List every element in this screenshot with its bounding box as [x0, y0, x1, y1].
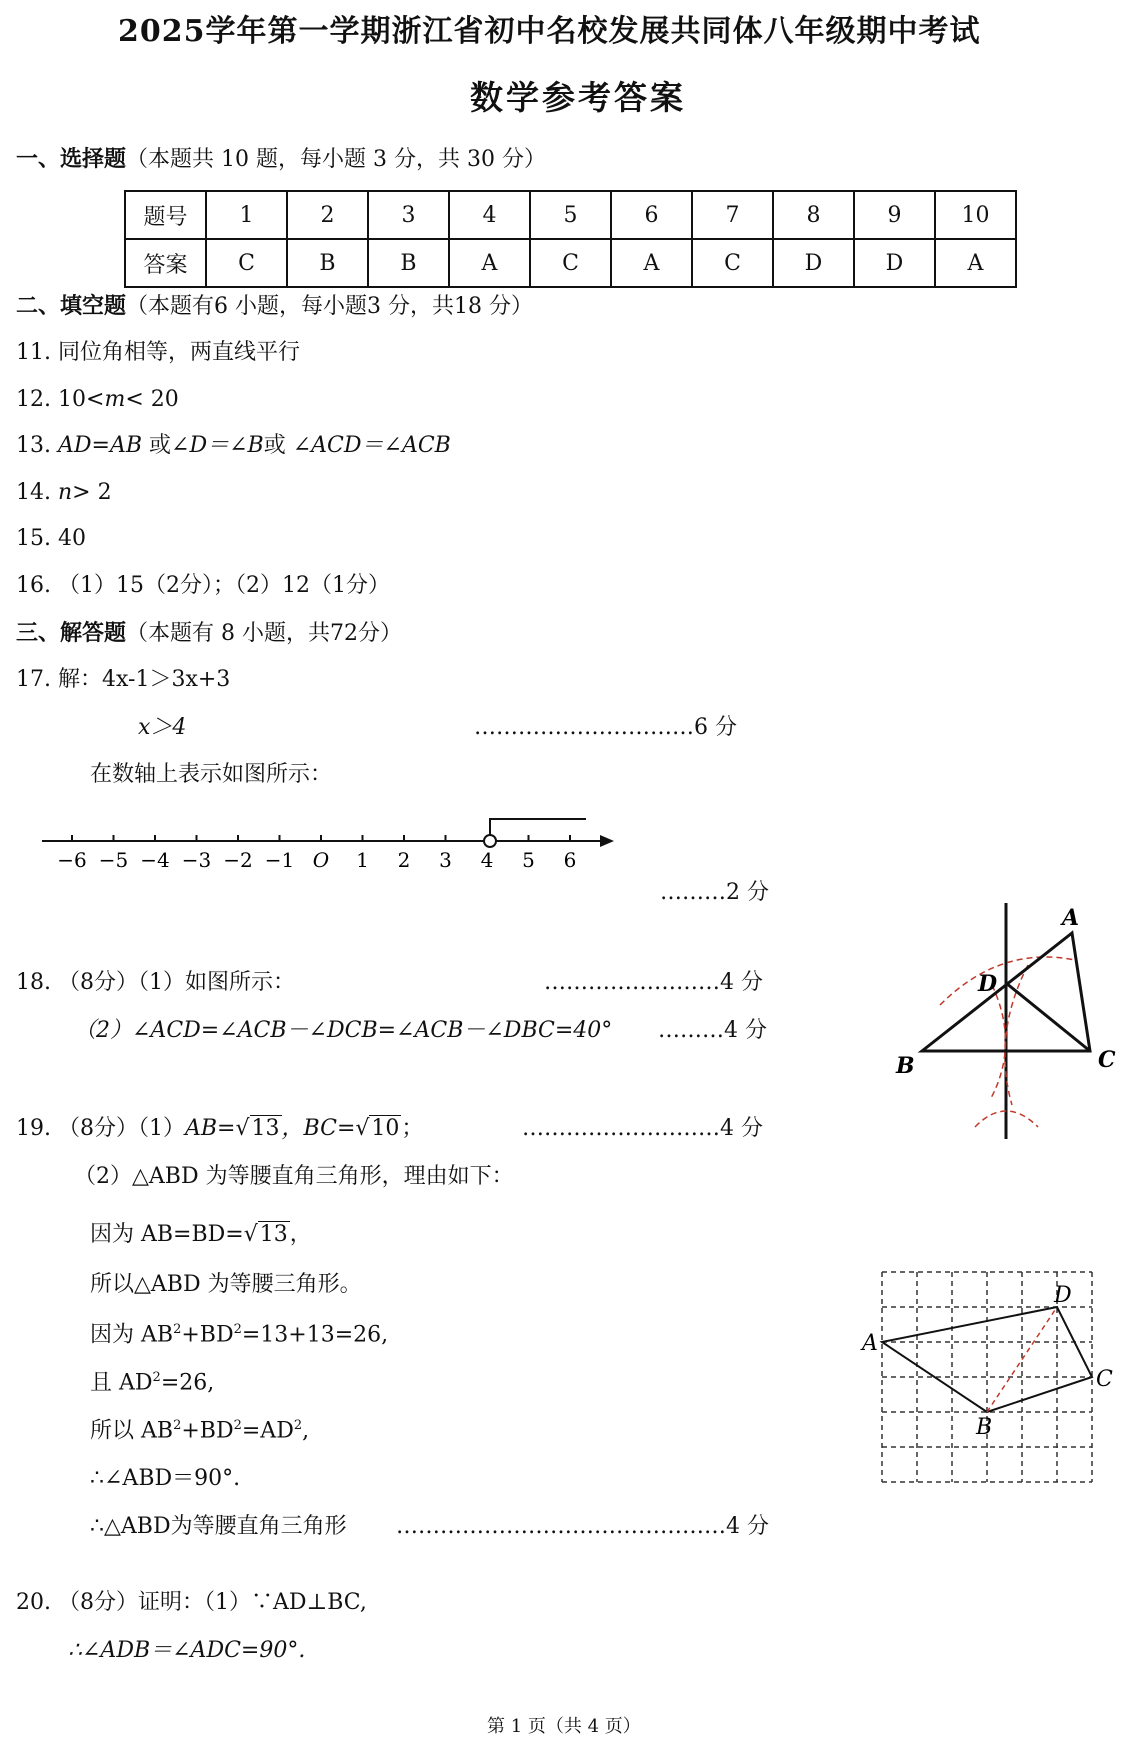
or-text: 或	[149, 433, 172, 458]
label-b: B	[896, 1053, 915, 1079]
solution-text: 因为 AB	[90, 1322, 174, 1348]
answer-cell: C	[206, 239, 287, 287]
question-number-cell: 9	[854, 191, 935, 239]
section-title: 一、选择题	[16, 146, 127, 172]
section-heading	[16, 146, 546, 173]
exponent: 2	[293, 1418, 303, 1433]
solution-line: 所以△ABD 为等腰三角形。	[90, 1272, 362, 1297]
answer-table	[124, 190, 1017, 288]
number-line-tick-label: −5	[98, 848, 129, 872]
solution-text: +BD	[181, 1418, 234, 1444]
table-row	[125, 191, 1016, 239]
answer-18	[16, 970, 295, 996]
sqrt-expression: √10	[355, 1116, 400, 1141]
score-mark: ………2 分	[660, 880, 769, 905]
exponent: 2	[152, 1370, 161, 1385]
score-mark: …………………………6 分	[474, 715, 737, 740]
answer-cell: C	[530, 239, 611, 287]
question-number: 19.	[16, 1116, 51, 1141]
sqrt-expression: √13	[243, 1222, 288, 1247]
answer-part: ∠D＝∠B	[171, 433, 264, 458]
exam-title: 2025学年第一学期浙江省初中名校发展共同体八年级期中考试	[118, 14, 981, 49]
answer-text: < 20	[125, 387, 179, 412]
label-c: C	[1096, 1367, 1113, 1392]
section-note: （本题共 10 题，每小题 3 分，共 30 分）	[126, 147, 546, 172]
answer-cell: A	[935, 239, 1016, 287]
answer-cell: A	[449, 239, 530, 287]
answer-text: > 2	[72, 480, 112, 505]
question-number: 16.	[16, 573, 51, 598]
solution-line: 解：4x-1＞3x+3	[58, 667, 231, 692]
variable-m: m	[104, 387, 126, 412]
solution-line: （8分）（1）如图所示：	[58, 970, 295, 995]
solution-line	[90, 1222, 312, 1248]
number-line-tick-label: O	[312, 848, 330, 872]
number-line-tick-label: −1	[264, 848, 295, 872]
solution-line	[90, 1322, 388, 1349]
arrow-head-icon	[600, 835, 614, 847]
section-heading	[16, 293, 533, 320]
section-title: 二、填空题	[16, 293, 127, 319]
solution-line: （8分）证明：（1）∵AD⊥BC,	[58, 1590, 367, 1615]
solution-text: ；	[401, 1116, 424, 1141]
question-number-cell: 10	[935, 191, 1016, 239]
solution-text: =AD	[241, 1418, 294, 1444]
segment-bd	[987, 1307, 1057, 1412]
number-line-figure	[30, 805, 630, 875]
quadrilateral-abcd	[882, 1307, 1092, 1412]
answer-14	[16, 480, 112, 506]
label-a: A	[862, 1331, 878, 1356]
solution-line: x＞4	[138, 715, 187, 740]
table-header-cell: 题号	[125, 191, 206, 239]
solution-text: +BD	[181, 1322, 234, 1348]
score-mark: ………………………………………4 分	[396, 1514, 769, 1539]
question-number: 18.	[16, 970, 51, 995]
solution-line: ∴∠ABD＝90°.	[90, 1466, 241, 1491]
question-number-cell: 8	[773, 191, 854, 239]
exponent: 2	[173, 1418, 182, 1433]
question-number: 11.	[16, 340, 51, 365]
solution-text: 因为 AB=BD=	[90, 1222, 244, 1247]
answer-12	[16, 387, 179, 413]
question-number: 14.	[16, 480, 51, 505]
answer-key-title: 数学参考答案	[470, 78, 686, 117]
radicand: 13	[259, 1222, 288, 1247]
answer-17	[16, 667, 230, 693]
solution-text: 且 AD	[90, 1370, 153, 1396]
exponent: 2	[233, 1322, 242, 1337]
number-line-tick-label: −6	[57, 848, 87, 872]
label-a: A	[1062, 905, 1080, 931]
variable-n: n	[58, 480, 73, 505]
answer-text: （1）15（2分）；（2）12（1分）	[58, 573, 390, 598]
solution-line: 在数轴上表示如图所示：	[90, 762, 333, 787]
label-b: B	[976, 1415, 993, 1440]
answer-20	[16, 1590, 367, 1616]
solution-text: 所以 AB	[90, 1418, 174, 1444]
section-note: （本题有 8 小题，共72分）	[126, 621, 402, 646]
solution-text: =26,	[160, 1370, 215, 1396]
score-mark: ………4 分	[658, 1018, 767, 1043]
solution-line: ∴△ABD为等腰直角三角形	[90, 1514, 347, 1539]
construction-arc	[990, 985, 1006, 1100]
question-number: 17.	[16, 667, 51, 692]
answer-part: AD=AB	[58, 433, 143, 458]
grid-triangle-figure	[860, 1262, 1120, 1502]
number-line-tick-label: 6	[563, 848, 577, 872]
question-number: 20.	[16, 1590, 51, 1615]
segment-dc	[1006, 983, 1090, 1051]
number-line-tick-label: −3	[181, 848, 212, 872]
score-mark: ………………………4 分	[522, 1116, 763, 1141]
question-number: 13.	[16, 433, 51, 458]
number-line-tick-label: 2	[397, 848, 411, 872]
solution-text: AB=	[185, 1116, 236, 1141]
exponent: 2	[173, 1322, 182, 1337]
label-c: C	[1098, 1047, 1116, 1073]
score-mark: ……………………4 分	[544, 970, 763, 995]
question-number-cell: 1	[206, 191, 287, 239]
answer-19	[16, 1116, 423, 1142]
question-number: 12.	[16, 387, 51, 412]
answer-text: 10<	[58, 387, 105, 412]
answer-text: 40	[58, 526, 86, 551]
solution-range-bracket	[490, 819, 586, 835]
open-circle-marker	[484, 835, 496, 847]
number-line-tick-label: 4	[480, 848, 494, 872]
table-header-cell: 答案	[125, 239, 206, 287]
number-line-tick-label: −2	[223, 848, 253, 872]
number-line-tick-label: 3	[439, 848, 452, 872]
answer-11	[16, 340, 300, 366]
question-number-cell: 2	[287, 191, 368, 239]
answer-cell: B	[368, 239, 449, 287]
answer-text: 同位角相等，两直线平行	[58, 340, 301, 365]
triangle-construction-figure	[880, 895, 1120, 1145]
or-text: 或	[263, 433, 286, 458]
label-d: D	[1054, 1283, 1072, 1308]
page-footer: 第 1 页（共 4 页）	[487, 1716, 641, 1737]
solution-text: =13+13=26,	[241, 1322, 389, 1348]
answer-cell: C	[692, 239, 773, 287]
solution-text: ,	[302, 1418, 310, 1444]
answer-15	[16, 526, 86, 552]
solution-text: ，	[289, 1222, 312, 1247]
answer-part: ∠ACD＝∠ACB	[292, 433, 451, 458]
table-row	[125, 239, 1016, 287]
sqrt-expression: √13	[235, 1116, 280, 1141]
solution-line	[90, 1418, 309, 1445]
solution-line: （2）∠ACD=∠ACB－∠DCB=∠ACB－∠DBC=40°	[74, 1018, 613, 1043]
answer-13	[16, 433, 451, 459]
solution-line: （2）△ABD 为等腰直角三角形，理由如下：	[74, 1164, 514, 1189]
question-number-cell: 6	[611, 191, 692, 239]
number-line-tick-label: 1	[356, 848, 369, 872]
solution-text: ，BC=	[281, 1116, 356, 1141]
answer-cell: D	[773, 239, 854, 287]
question-number-cell: 3	[368, 191, 449, 239]
answer-cell: D	[854, 239, 935, 287]
number-line-tick-label: −4	[140, 848, 170, 872]
section-heading	[16, 620, 402, 647]
solution-text: （8分）（1）	[58, 1116, 185, 1141]
question-number-cell: 7	[692, 191, 773, 239]
question-number-cell: 4	[449, 191, 530, 239]
answer-16	[16, 573, 390, 599]
radicand: 10	[371, 1116, 400, 1141]
solution-line: ∴∠ADB＝∠ADC=90°.	[68, 1638, 306, 1663]
exponent: 2	[233, 1418, 242, 1433]
question-number-cell: 5	[530, 191, 611, 239]
section-title: 三、解答题	[16, 620, 127, 646]
section-note: （本题有6 小题，每小题3 分，共18 分）	[126, 294, 533, 319]
question-number: 15.	[16, 526, 51, 551]
answer-cell: A	[611, 239, 692, 287]
answer-cell: B	[287, 239, 368, 287]
label-d: D	[978, 971, 998, 997]
solution-line	[90, 1370, 214, 1397]
radicand: 13	[251, 1116, 280, 1141]
number-line-tick-label: 5	[522, 848, 535, 872]
